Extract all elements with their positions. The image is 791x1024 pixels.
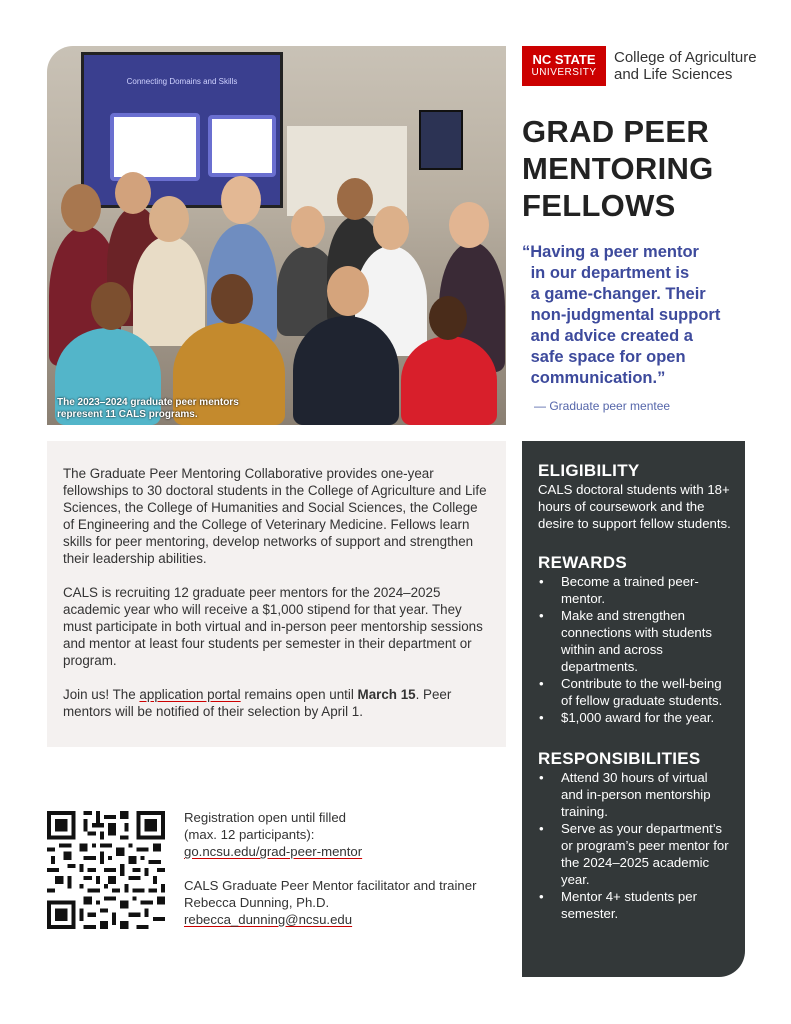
quote-attribution: — Graduate peer mentee: [534, 399, 671, 413]
screen-title: Connecting Domains and Skills: [126, 77, 238, 86]
contact-email-link[interactable]: rebecca_dunning@ncsu.edu: [184, 912, 353, 927]
college-name: College of Agriculture and Life Sciences: [614, 49, 757, 83]
contact-role: CALS Graduate Peer Mentor facilitator and trainer: [184, 878, 477, 893]
person: [401, 336, 497, 425]
list-item: • $1,000 award for the year.: [538, 709, 731, 726]
registration-line: (max. 12 participants):: [184, 827, 315, 842]
eligibility-heading: ELIGIBILITY: [538, 461, 640, 480]
program-description: [47, 441, 506, 747]
recruiting-paragraph: CALS is recruiting 12 graduate peer mentors for the 2024–2025 academic year who will receive a $1,000 stipend for that year. They must participate in both virtual and in-person peer mentorship sessions and mentor at least four students per semester in their department or program.: [63, 585, 483, 668]
rewards-heading: REWARDS: [538, 553, 627, 572]
registration-info: [184, 809, 504, 945]
testimonial-quote: “Having a peer mentor in our department is a game-changer. Their non-judgmental support and advice created a safe space for open communication.”: [522, 243, 721, 387]
registration-line: Registration open until filled: [184, 810, 347, 825]
deadline: March 15: [357, 687, 416, 702]
list-item: • Make and strengthen connections with students within and across departments.: [538, 607, 731, 675]
list-item: • Serve as your department’s or program’s peer mentor for the 2024–2025 academic year.: [538, 820, 731, 888]
group-photo: [47, 46, 506, 425]
list-item: • Mentor 4+ students per semester.: [538, 888, 731, 922]
list-item: • Become a trained peer-mentor.: [538, 573, 731, 607]
eligibility-text: CALS doctoral students with 18+ hours of coursework and the desire to support fellow students.: [538, 482, 731, 531]
registration-link[interactable]: go.ncsu.edu/grad-peer-mentor: [184, 844, 363, 859]
ncsu-cals-logo: [522, 46, 757, 86]
description-paragraph: The Graduate Peer Mentoring Collaborative provides one-year fellowships to 30 doctoral students in the College of Agriculture and Life Sciences, the College of Humanities and Social Sciences, the College of Engineering and the College of Veterinary Medicine. Fellows learn skills for peer mentoring, develop networks of support and strengthen their leadership abilities.: [63, 466, 487, 566]
person: [293, 316, 399, 425]
ncstate-wordmark: NC STATE UNIVERSITY: [522, 46, 606, 86]
wall-monitor: [419, 110, 463, 170]
qr-code-icon[interactable]: [47, 811, 165, 929]
responsibilities-heading: RESPONSIBILITIES: [538, 749, 701, 768]
application-portal-link[interactable]: application portal: [139, 687, 241, 702]
rewards-list: [538, 573, 731, 726]
page-title: GRAD PEER MENTORING FELLOWS: [522, 114, 714, 223]
join-paragraph: Join us! The application portal remains open until March 15. Peer mentors will be notified of their selection by April 1.: [63, 687, 452, 719]
info-sidebar: [522, 441, 745, 977]
list-item: • Attend 30 hours of virtual and in-person mentorship training.: [538, 769, 731, 820]
contact-name: Rebecca Dunning, Ph.D.: [184, 895, 330, 910]
photo-caption: The 2023–2024 graduate peer mentors represent 11 CALS programs.: [57, 397, 239, 420]
responsibilities-list: [538, 769, 731, 922]
person: [133, 236, 205, 346]
list-item: • Contribute to the well-being of fellow graduate students.: [538, 675, 731, 709]
